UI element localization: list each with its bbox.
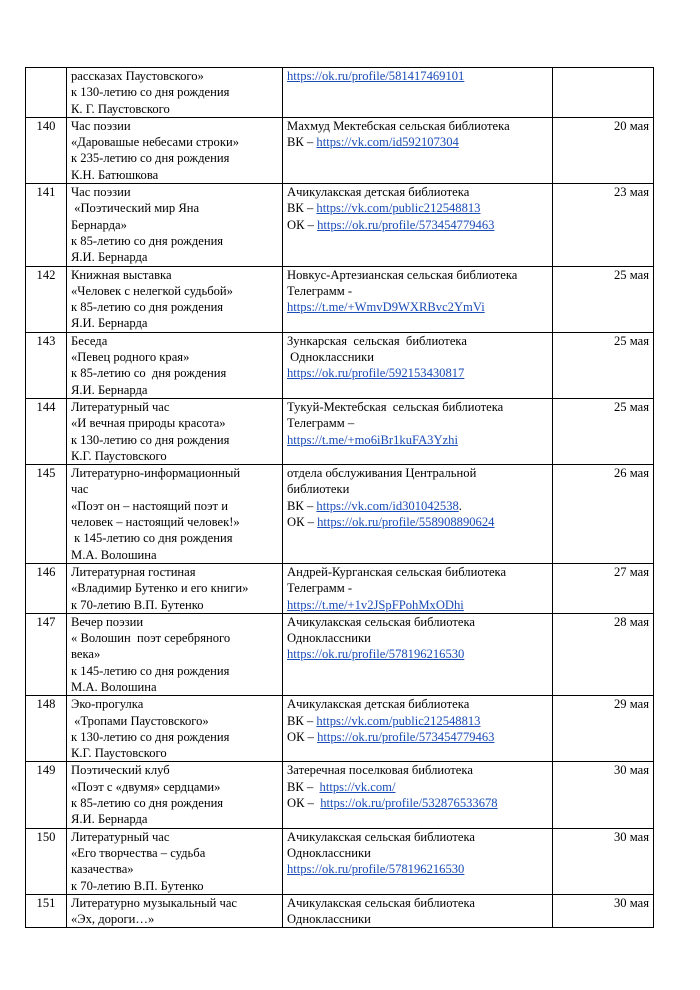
place-text: ВК – — [287, 779, 320, 794]
event-line: к 235-летию со дня рождения — [71, 151, 230, 166]
place-line — [287, 267, 548, 283]
event-line: «Владимир Бутенко и его книги» — [71, 581, 249, 596]
place-line — [287, 299, 548, 315]
place-cell — [283, 563, 553, 613]
row-number: 141 — [26, 184, 67, 266]
place-text-after: . — [458, 498, 462, 513]
place-line — [287, 134, 548, 150]
place-line — [287, 845, 548, 861]
event-line: Литературный час — [71, 399, 170, 414]
place-line — [287, 415, 548, 431]
row-number: 143 — [26, 332, 67, 398]
place-line — [287, 349, 548, 365]
place-link[interactable]: https://t.me/+1v2JSpFPohMxODhi — [287, 597, 464, 612]
event-line: «Поэт с «двумя» сердцами» — [71, 779, 221, 794]
event-cell — [67, 828, 283, 894]
place-cell — [283, 696, 553, 762]
place-text: ОК – — [287, 217, 318, 232]
event-cell — [67, 117, 283, 183]
place-cell — [283, 613, 553, 695]
place-cell — [283, 465, 553, 564]
event-line: к 85-летию со дня рождения — [71, 796, 224, 811]
event-date: 30 мая — [553, 762, 654, 828]
place-line — [287, 580, 548, 596]
row-number: 146 — [26, 563, 67, 613]
event-line: Беседа — [71, 333, 108, 348]
place-link[interactable]: https://vk.com/public212548813 — [316, 201, 481, 216]
place-text: Затеречная поселковая библиотека — [287, 763, 473, 778]
event-cell — [67, 465, 283, 564]
event-line: Бернарда» — [71, 217, 127, 232]
event-line: Час поэзии — [71, 185, 131, 200]
place-text: Телеграмм – — [287, 416, 355, 431]
event-line: к 70-летию В.П. Бутенко — [71, 597, 204, 612]
place-text: Ачикулакская сельская библиотека — [287, 614, 475, 629]
event-date: 25 мая — [553, 398, 654, 464]
place-text: Телеграмм - — [287, 581, 353, 596]
place-link[interactable]: https://ok.ru/profile/532876533678 — [320, 796, 498, 811]
event-line: «Певец родного края» — [71, 350, 190, 365]
event-line: К.Г. Паустовского — [71, 448, 167, 463]
place-link[interactable]: https://t.me/+mo6iBr1kuFA3Yzhi — [287, 432, 458, 447]
place-line — [287, 696, 548, 712]
place-text: Одноклассники — [287, 631, 371, 646]
place-text: Одноклассники — [287, 912, 371, 927]
place-cell — [283, 828, 553, 894]
event-cell — [67, 894, 283, 928]
event-line: человек – настоящий человек!» — [71, 515, 240, 530]
event-line: Эко-прогулка — [71, 697, 144, 712]
row-number: 148 — [26, 696, 67, 762]
place-text: библиотеки — [287, 482, 350, 497]
event-cell — [67, 68, 283, 118]
event-line: к 145-летию со дня рождения — [71, 531, 233, 546]
table-row — [26, 266, 654, 332]
place-link[interactable]: https://vk.com/id301042538 — [316, 498, 459, 513]
event-date: 29 мая — [553, 696, 654, 762]
place-text: Тукуй-Мектебская сельская библиотека — [287, 399, 504, 414]
table-row — [26, 68, 654, 118]
place-line — [287, 365, 548, 381]
event-date: 25 мая — [553, 332, 654, 398]
event-date: 26 мая — [553, 465, 654, 564]
place-link[interactable]: https://vk.com/id592107304 — [316, 135, 459, 150]
place-line — [287, 481, 548, 497]
table-row — [26, 332, 654, 398]
place-line — [287, 729, 548, 745]
table-row — [26, 117, 654, 183]
place-text: ОК – — [287, 796, 321, 811]
event-date: 27 мая — [553, 563, 654, 613]
event-line: к 130-летию со дня рождения — [71, 729, 230, 744]
place-line — [287, 283, 548, 299]
event-line: Я.И. Бернарда — [71, 250, 148, 265]
event-cell — [67, 398, 283, 464]
place-link[interactable]: https://ok.ru/profile/573454779463 — [317, 729, 495, 744]
place-cell — [283, 762, 553, 828]
event-cell — [67, 266, 283, 332]
place-line — [287, 200, 548, 216]
event-cell — [67, 563, 283, 613]
event-line: К.Г. Паустовского — [71, 746, 167, 761]
table-row — [26, 894, 654, 928]
place-text: Ачикулакская сельская библиотека — [287, 829, 475, 844]
event-date: 20 мая — [553, 117, 654, 183]
event-line: Книжная выставка — [71, 267, 172, 282]
place-text: Махмуд Мектебская сельская библиотека — [287, 118, 510, 133]
place-line — [287, 597, 548, 613]
place-text: ОК – — [287, 729, 318, 744]
place-line — [287, 432, 548, 448]
event-date: 23 мая — [553, 184, 654, 266]
place-text: ВК – — [287, 713, 317, 728]
event-line: «Человек с нелегкой судьбой» — [71, 283, 233, 298]
place-text: Ачикулакская детская библиотека — [287, 697, 470, 712]
row-number: 142 — [26, 266, 67, 332]
place-line — [287, 217, 548, 233]
event-line: к 130-летию со дня рождения — [71, 432, 230, 447]
row-number: 151 — [26, 894, 67, 928]
event-line: М.А. Волошина — [71, 547, 157, 562]
place-cell — [283, 266, 553, 332]
place-line — [287, 646, 548, 662]
row-number — [26, 68, 67, 118]
event-line: Поэтический клуб — [71, 763, 170, 778]
place-link[interactable]: https://ok.ru/profile/592153430817 — [287, 366, 465, 381]
table-row — [26, 398, 654, 464]
place-line — [287, 829, 548, 845]
event-line: «Его творчества – судьба — [71, 845, 206, 860]
place-line — [287, 498, 548, 514]
event-cell — [67, 332, 283, 398]
event-cell — [67, 184, 283, 266]
event-line: час — [71, 482, 89, 497]
table-row — [26, 184, 654, 266]
event-line: «И вечная природы красота» — [71, 416, 226, 431]
event-line: к 145-летию со дня рождения — [71, 663, 230, 678]
place-cell — [283, 398, 553, 464]
event-line: Я.И. Бернарда — [71, 382, 148, 397]
place-text: Телеграмм - — [287, 283, 353, 298]
place-line — [287, 779, 548, 795]
place-text: ОК – — [287, 515, 318, 530]
table-row — [26, 613, 654, 695]
event-date: 30 мая — [553, 894, 654, 928]
event-line: Литературно музыкальный час — [71, 895, 238, 910]
place-line — [287, 465, 548, 481]
place-link[interactable]: https://t.me/+WmvD9WXRBvc2YmVi — [287, 300, 485, 315]
event-line: «Тропами Паустовского» — [71, 713, 209, 728]
place-line — [287, 762, 548, 778]
place-link[interactable]: https://ok.ru/profile/578196216530 — [287, 862, 465, 877]
event-line: Час поэзии — [71, 118, 131, 133]
table-row — [26, 828, 654, 894]
place-cell — [283, 332, 553, 398]
place-line — [287, 911, 548, 927]
place-text: Ачикулакская сельская библиотека — [287, 895, 475, 910]
place-text: отдела обслуживания Центральной — [287, 466, 477, 481]
place-line — [287, 399, 548, 415]
row-number: 147 — [26, 613, 67, 695]
event-line: «Поэтический мир Яна — [71, 201, 200, 216]
event-line: Литературный час — [71, 829, 170, 844]
place-line — [287, 614, 548, 630]
place-line — [287, 118, 548, 134]
events-table — [25, 67, 654, 928]
place-cell — [283, 68, 553, 118]
event-line: к 85-летию со дня рождения — [71, 300, 224, 315]
place-text: Ачикулакская детская библиотека — [287, 185, 470, 200]
row-number: 145 — [26, 465, 67, 564]
place-line — [287, 713, 548, 729]
event-line: Я.И. Бернарда — [71, 812, 148, 827]
event-line: К.Н. Батюшкова — [71, 167, 159, 182]
event-line: «Даровашые небесами строки» — [71, 135, 239, 150]
place-link[interactable]: https://ok.ru/profile/578196216530 — [287, 647, 465, 662]
place-text: ВК – — [287, 498, 317, 513]
place-line — [287, 630, 548, 646]
event-line: к 85-летию со дня рождения — [71, 233, 224, 248]
place-text: Одноклассники — [287, 350, 375, 365]
event-line: к 85-летию со дня рождения — [71, 366, 227, 381]
event-line: к 130-летию со дня рождения — [71, 85, 230, 100]
event-line: Вечер поэзии — [71, 614, 144, 629]
event-cell — [67, 762, 283, 828]
place-line — [287, 861, 548, 877]
place-line — [287, 68, 548, 84]
event-line: казачества» — [71, 862, 134, 877]
place-link[interactable]: https://vk.com/public212548813 — [316, 713, 481, 728]
place-link[interactable]: https://ok.ru/profile/573454779463 — [317, 217, 495, 232]
place-line — [287, 184, 548, 200]
event-line: Литературно-информационный — [71, 466, 241, 481]
place-line — [287, 895, 548, 911]
event-line: Я.И. Бернарда — [71, 316, 148, 331]
place-text: Зункарская сельская библиотека — [287, 333, 467, 348]
event-cell — [67, 696, 283, 762]
event-line: К. Г. Паустовского — [71, 101, 170, 116]
row-number: 140 — [26, 117, 67, 183]
table-row — [26, 696, 654, 762]
event-date — [553, 68, 654, 118]
place-link[interactable]: https://ok.ru/profile/581417469101 — [287, 69, 465, 83]
event-line: « Волошин поэт серебряного — [71, 631, 231, 646]
event-date: 25 мая — [553, 266, 654, 332]
event-date: 30 мая — [553, 828, 654, 894]
place-line — [287, 564, 548, 580]
events-table-body — [26, 68, 654, 928]
event-line: «Эх, дороги…» — [71, 912, 155, 927]
event-line: Литературная гостиная — [71, 564, 196, 579]
event-line: М.А. Волошина — [71, 679, 157, 694]
place-text: Новкус-Артезианская сельская библиотека — [287, 267, 518, 282]
place-text: Одноклассники — [287, 845, 371, 860]
place-link[interactable]: https://vk.com/ — [319, 779, 396, 794]
table-row — [26, 563, 654, 613]
row-number: 149 — [26, 762, 67, 828]
event-line: к 70-летию В.П. Бутенко — [71, 878, 204, 893]
event-line: «Поэт он – настоящий поэт и — [71, 498, 228, 513]
event-date: 28 мая — [553, 613, 654, 695]
place-text: ВК – — [287, 201, 317, 216]
place-cell — [283, 184, 553, 266]
place-line — [287, 333, 548, 349]
place-line — [287, 795, 548, 811]
table-row — [26, 465, 654, 564]
event-line: рассказах Паустовского» — [71, 69, 204, 83]
place-cell — [283, 117, 553, 183]
event-line: века» — [71, 647, 101, 662]
place-text: ВК – — [287, 135, 317, 150]
place-line — [287, 514, 548, 530]
place-cell — [283, 894, 553, 928]
row-number: 150 — [26, 828, 67, 894]
event-cell — [67, 613, 283, 695]
place-link[interactable]: https://ok.ru/profile/558908890624 — [317, 515, 495, 530]
row-number: 144 — [26, 398, 67, 464]
place-text: Андрей-Курганская сельская библиотека — [287, 564, 507, 579]
table-row — [26, 762, 654, 828]
